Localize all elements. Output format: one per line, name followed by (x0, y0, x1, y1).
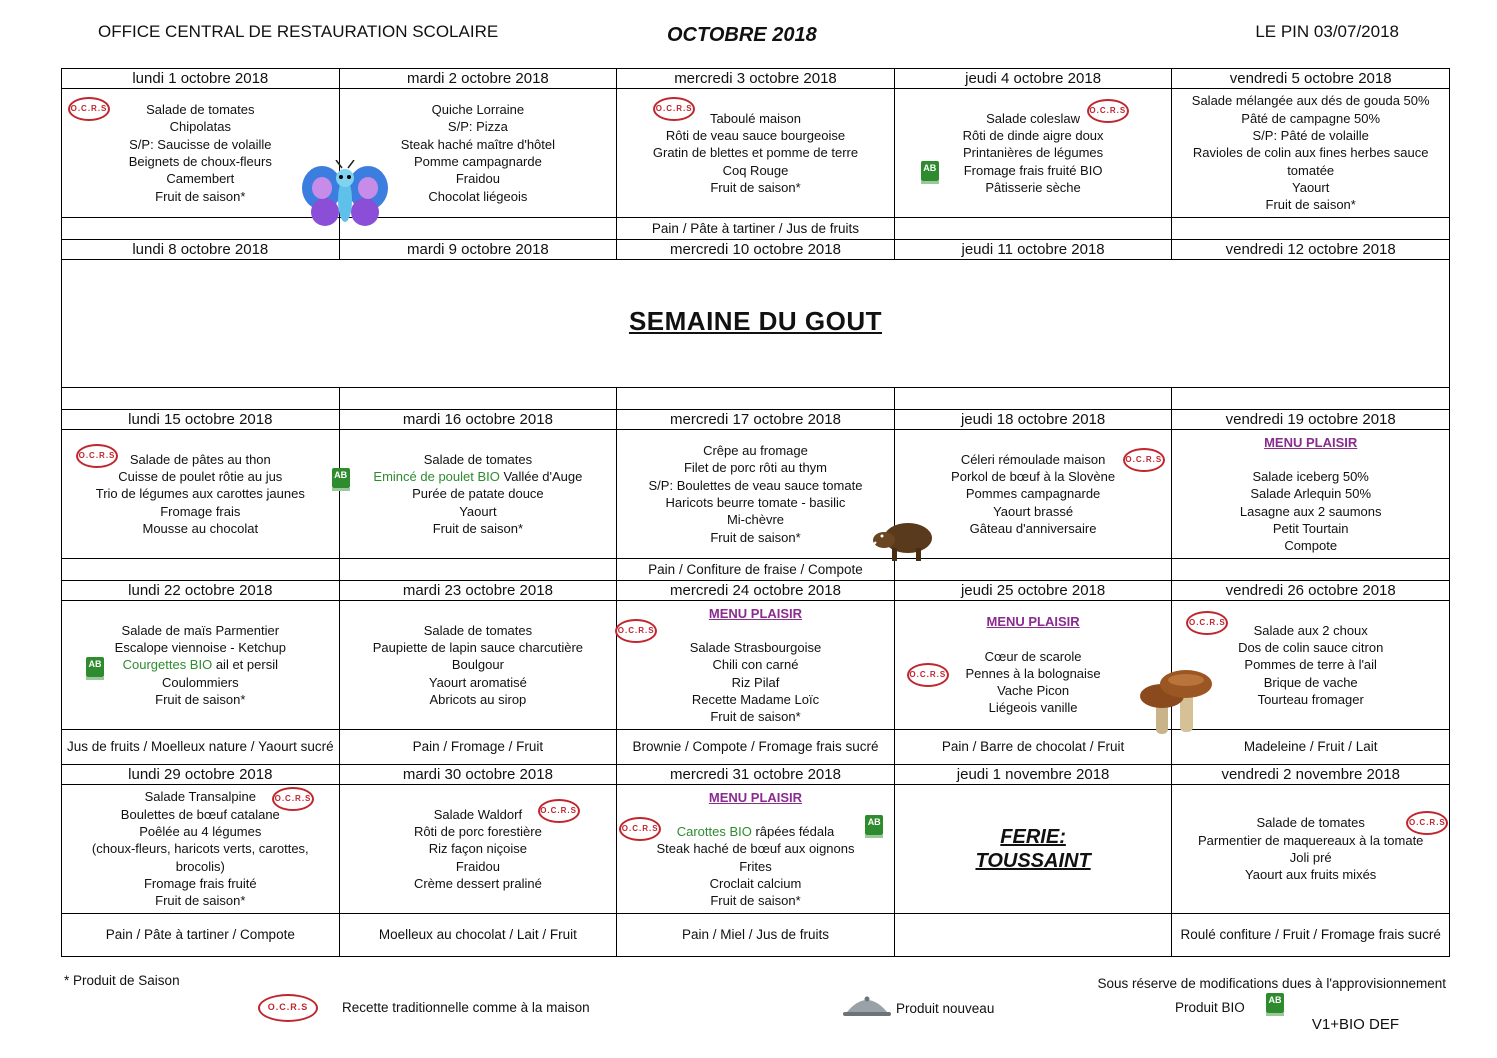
meal-item (621, 823, 890, 840)
meal-cell (62, 430, 340, 559)
snack-cell (339, 388, 617, 410)
meal-item: Salade coleslaw (986, 110, 1081, 126)
meal-cell (617, 601, 895, 730)
meal-item: Beignets de choux-fleurs (128, 154, 272, 169)
footnote-supply-reserve: Sous réserve de modifications dues à l'approvisionnement (1097, 976, 1446, 991)
legend-bio-product: Produit BIO (1175, 1000, 1245, 1015)
meal-item: Porkol de bœuf à la Slovène (951, 469, 1116, 485)
meal-cell (62, 89, 340, 218)
ocrs-stamp-icon: O.C.R.S (68, 97, 110, 121)
meal-item: Abricots au sirop (429, 691, 527, 707)
meal-item: Salade mélangée aux dés de gouda 50% (1191, 93, 1430, 109)
header-location-date: LE PIN 03/07/2018 (1255, 22, 1399, 41)
meal-item: S/P: Pâté de volaille (1252, 128, 1369, 144)
snack-cell (62, 218, 340, 240)
week-days-row (62, 765, 1450, 785)
meal-item: Fromage frais (160, 503, 241, 519)
meal-item: Salade aux 2 choux (1253, 622, 1368, 638)
meal-item: Salade iceberg 50% (1252, 468, 1369, 484)
document-version: V1+BIO DEF (1311, 1016, 1399, 1033)
meal-cell (1172, 430, 1450, 559)
week-snacks-row (62, 559, 1450, 581)
meal-item: Fruit de saison* (155, 691, 246, 707)
meal-cell (334, 430, 617, 559)
meal-item: Steak haché de bœuf aux oignons (656, 841, 855, 857)
snack-cell: Madeleine / Fruit / Lait (1172, 730, 1450, 765)
day-header: vendredi 5 octobre 2018 (1172, 69, 1450, 89)
snack-cell (617, 388, 895, 410)
meal-item: Pomme campagnarde (413, 154, 542, 169)
day-header: jeudi 1 novembre 2018 (894, 765, 1172, 785)
day-header: mardi 16 octobre 2018 (339, 410, 617, 430)
menu-plaisir-label: MENU PLAISIR (708, 789, 803, 805)
meal-item: Taboulé maison (709, 110, 802, 126)
meal-item: Camembert (166, 171, 235, 187)
day-header: lundi 1 octobre 2018 (62, 69, 340, 89)
meal-item: Céleri rémoulade maison (960, 451, 1106, 467)
meal-item (899, 162, 1168, 179)
meal-item: Salade Strasbourgoise (689, 639, 822, 655)
ocrs-stamp-icon: O.C.R.S (538, 799, 580, 823)
meal-item: Crème dessert praliné (413, 875, 542, 891)
meal-item: Yaourt aromatisé (428, 674, 527, 690)
bio-item: Emincé de poulet BIO (373, 469, 500, 485)
day-header: vendredi 26 octobre 2018 (1172, 581, 1450, 601)
meal-item: Chili con carné (712, 657, 799, 673)
meal-item: Crêpe au fromage (703, 443, 808, 459)
meal-item: Boulettes de bœuf catalane (120, 806, 280, 822)
legend-new-product: Produit nouveau (896, 1001, 995, 1016)
meal-item: Lasagne aux 2 saumons (1239, 503, 1382, 519)
special-week-row (62, 260, 1450, 388)
meal-cell (1172, 89, 1450, 218)
meal-item: Ravioles de colin aux fines herbes sauce tomatée (1192, 145, 1429, 178)
meal-item: Compote (1284, 538, 1338, 554)
cloche-icon (843, 994, 891, 1018)
meal-item: Fruit de saison* (710, 529, 801, 545)
meal-item: Salade de tomates (1256, 815, 1365, 831)
snack-cell (1172, 388, 1450, 410)
meal-item: Purée de patate douce (412, 486, 544, 502)
snack-cell (62, 559, 340, 581)
meal-cell (894, 601, 1172, 730)
day-header: mardi 23 octobre 2018 (339, 581, 617, 601)
meal-item: Fromage frais fruité (143, 875, 257, 891)
meal-item: Poêlée au 4 légumes (139, 824, 262, 840)
day-header: lundi 29 octobre 2018 (62, 765, 340, 785)
meal-item: Fraidou (455, 171, 500, 187)
meal-item: Cuisse de poulet rôtie au jus (118, 469, 283, 485)
snack-cell: Pain / Fromage / Fruit (339, 730, 617, 765)
week-snacks-row (62, 730, 1450, 765)
meal-item-rest: râpées fédala (751, 823, 835, 839)
meal-item-rest: Vallée d'Auge (499, 469, 583, 485)
meal-item: Fruit de saison* (710, 709, 801, 725)
meal-item: Gâteau d'anniversaire (969, 520, 1097, 536)
snack-cell (894, 218, 1172, 240)
meal-item-rest: Fromage frais fruité BIO (963, 162, 1103, 178)
meal-item: Rôti de dinde aigre doux (962, 128, 1104, 144)
meal-item (344, 468, 613, 485)
meal-item: Salade Transalpine (144, 789, 256, 805)
meal-item: Fruit de saison* (710, 179, 801, 195)
week-days-row (62, 410, 1450, 430)
meal-item: Salade de tomates (146, 102, 255, 118)
meal-cell (339, 601, 617, 730)
meal-item: Vache Picon (997, 683, 1070, 699)
meal-cell (617, 430, 895, 559)
day-header: mercredi 24 octobre 2018 (617, 581, 895, 601)
meal-cell (894, 785, 1172, 914)
day-header: mercredi 3 octobre 2018 (617, 69, 895, 89)
meal-cell (62, 785, 340, 914)
week-days-row (62, 240, 1450, 260)
meal-item: Escalope viennoise - Ketchup (114, 640, 286, 656)
meal-item: Fruit de saison* (1265, 197, 1356, 213)
meal-item: Haricots beurre tomate - basilic (665, 495, 846, 510)
mushrooms-icon (1136, 658, 1216, 738)
meal-item: Frites (739, 858, 772, 874)
meal-item: Fruit de saison* (155, 893, 246, 909)
snack-cell: Pain / Miel / Jus de fruits (617, 914, 895, 957)
special-week-title: SEMAINE DU GOUT (628, 305, 883, 336)
meal-item: Tourteau fromager (1257, 691, 1364, 707)
meal-item: Rôti de porc forestière (413, 824, 542, 840)
meal-item: Trio de légumes aux carottes jaunes (95, 486, 305, 502)
meal-item: Coq Rouge (722, 162, 789, 178)
meal-item: Parmentier de maquereaux à la tomate (1197, 832, 1424, 848)
holiday-label: FERIE: (1000, 826, 1066, 848)
snack-cell: Jus de fruits / Moelleux nature / Yaourt sucré (62, 730, 340, 765)
week-days-row (62, 69, 1450, 89)
meal-item: Mi-chèvre (726, 512, 785, 528)
meal-item: Pommes campagnarde (965, 486, 1101, 502)
ocrs-stamp-icon: O.C.R.S (653, 97, 695, 121)
header-month: OCTOBRE 2018 (667, 24, 817, 46)
menu-plaisir-label: MENU PLAISIR (1264, 434, 1358, 450)
bio-item: Courgettes BIO (122, 657, 213, 673)
meal-item: Coulommiers (162, 674, 239, 690)
meal-item: Riz Pilaf (731, 674, 780, 690)
day-header: lundi 15 octobre 2018 (62, 410, 340, 430)
meal-item: Salade de maïs Parmentier (121, 622, 280, 638)
meal-item: S/P: Pizza (447, 119, 508, 135)
meal-item: Pâté de campagne 50% (1241, 110, 1381, 126)
day-header: jeudi 25 octobre 2018 (894, 581, 1172, 601)
day-header: mardi 9 octobre 2018 (339, 240, 617, 260)
day-header: jeudi 18 octobre 2018 (894, 410, 1172, 430)
ocrs-stamp-icon: O.C.R.S (907, 663, 949, 687)
ab-bio-icon: AB (1266, 993, 1284, 1013)
meal-item: Mousse au chocolat (142, 520, 259, 536)
snack-cell (1172, 559, 1450, 581)
week-snacks-row (62, 218, 1450, 240)
meal-item: Gratin de blettes et pomme de terre (652, 145, 859, 161)
week-meals-row (62, 601, 1450, 730)
meal-item: Pommes de terre à l'ail (1244, 657, 1377, 673)
meal-item: S/P: Saucisse de volaille (129, 136, 272, 152)
menu-plaisir-label: MENU PLAISIR (708, 605, 803, 621)
meal-item: Pennes à la bolognaise (965, 665, 1101, 681)
meal-item: Brique de vache (1263, 674, 1358, 690)
day-header: vendredi 12 octobre 2018 (1172, 240, 1450, 260)
week-meals-row (62, 430, 1450, 559)
ocrs-stamp-icon: O.C.R.S (1406, 811, 1448, 835)
meal-cell (617, 785, 895, 914)
meal-item: (choux-fleurs, haricots verts, carottes, brocolis) (91, 841, 309, 874)
meal-item: Chipolatas (169, 119, 232, 135)
day-header: lundi 22 octobre 2018 (62, 581, 340, 601)
meal-item: Petit Tourtain (1272, 520, 1349, 536)
meal-item: Salade Waldorf (433, 806, 523, 822)
meal-item: Filet de porc rôti au thym (683, 460, 828, 476)
ocrs-stamp-icon: O.C.R.S (1087, 99, 1129, 123)
meal-item: Rôti de veau sauce bourgeoise (665, 128, 846, 144)
day-header: vendredi 19 octobre 2018 (1172, 410, 1450, 430)
week-meals-row (62, 785, 1450, 914)
meal-item: Cœur de scarole (984, 648, 1082, 664)
meal-item: S/P: Boulettes de veau sauce tomate (648, 477, 863, 493)
holiday-label: TOUSSAINT (975, 850, 1091, 872)
meal-item: Yaourt (1292, 179, 1330, 195)
meal-item: Yaourt brassé (993, 503, 1074, 519)
ocrs-stamp-icon: O.C.R.S (76, 444, 118, 468)
meal-item: Salade de pâtes au thon (129, 451, 271, 467)
day-header: lundi 8 octobre 2018 (62, 240, 340, 260)
ab-bio-icon: AB (86, 657, 104, 677)
meal-item: Fruit de saison* (155, 188, 246, 204)
special-week-cell (62, 260, 1450, 388)
boar-icon (872, 514, 940, 564)
menu-calendar-table (61, 68, 1450, 957)
meal-item: Riz façon niçoise (428, 841, 528, 857)
day-header: mercredi 10 octobre 2018 (617, 240, 895, 260)
meal-item: Yaourt (459, 503, 497, 519)
meal-item: Dos de colin sauce citron (1238, 640, 1384, 656)
snack-cell: Pain / Pâte à tartiner / Compote (62, 914, 340, 957)
bio-item: Carottes BIO (676, 823, 752, 839)
menu-plaisir-label: MENU PLAISIR (986, 614, 1080, 630)
meal-item: Joli pré (1289, 850, 1332, 865)
butterfly-icon (300, 160, 390, 232)
meal-item: Pâtisserie sèche (985, 179, 1081, 195)
ocrs-stamp-icon: O.C.R.S (1186, 611, 1228, 635)
day-header: jeudi 11 octobre 2018 (894, 240, 1172, 260)
day-header: mardi 2 octobre 2018 (339, 69, 617, 89)
week-days-row (62, 581, 1450, 601)
day-header: vendredi 2 novembre 2018 (1172, 765, 1450, 785)
snack-cell (894, 914, 1172, 957)
meal-cell (339, 785, 617, 914)
day-header: jeudi 4 octobre 2018 (894, 69, 1172, 89)
meal-item: Salade de tomates (423, 622, 533, 638)
meal-item: Recette Madame Loïc (691, 691, 820, 707)
ocrs-stamp-icon: O.C.R.S (619, 817, 661, 841)
ab-bio-icon: AB (921, 161, 939, 181)
meal-item-rest: ail et persil (212, 657, 278, 673)
week-snacks-row (62, 914, 1450, 957)
footnote-seasonal: * Produit de Saison (64, 973, 180, 988)
snack-cell (894, 388, 1172, 410)
meal-item: Salade de tomates (423, 451, 533, 467)
meal-item: Chocolat liégeois (428, 188, 528, 204)
meal-item: Paupiette de lapin sauce charcutière (372, 640, 584, 656)
meal-item (66, 656, 335, 673)
snack-cell (62, 388, 340, 410)
ocrs-stamp-icon: O.C.R.S (258, 994, 318, 1022)
meal-item: Printanières de légumes (962, 145, 1104, 161)
legend-traditional-recipe: Recette traditionnelle comme à la maison (342, 1000, 590, 1015)
snack-cell: Pain / Pâte à tartiner / Jus de fruits (617, 218, 895, 240)
meal-item: Fruit de saison* (432, 520, 524, 536)
meal-item: Fraidou (455, 858, 500, 874)
snack-cell (339, 559, 617, 581)
meal-cell (894, 89, 1172, 218)
day-header: mercredi 31 octobre 2018 (617, 765, 895, 785)
snack-cell: Brownie / Compote / Fromage frais sucré (617, 730, 895, 765)
snack-cell (1172, 218, 1450, 240)
meal-item: Liégeois vanille (988, 700, 1078, 716)
meal-item: Croclait calcium (709, 875, 802, 891)
meal-item: Fruit de saison* (710, 893, 801, 909)
ocrs-stamp-icon: O.C.R.S (272, 787, 314, 811)
meal-item: Yaourt aux fruits mixés (1245, 867, 1377, 883)
week-meals-row (62, 89, 1450, 218)
meal-cell (1172, 785, 1450, 914)
meal-cell (617, 89, 895, 218)
meal-item: Boulgour (451, 657, 504, 673)
week-snacks-row (62, 388, 1450, 410)
meal-cell (62, 601, 340, 730)
meal-item: Salade Arlequin 50% (1250, 486, 1372, 502)
day-header: mercredi 17 octobre 2018 (617, 410, 895, 430)
ab-bio-icon: AB (332, 468, 350, 488)
snack-cell: Roulé confiture / Fruit / Fromage frais sucré (1172, 914, 1450, 957)
meal-item: Steak haché maître d'hôtel (400, 136, 556, 152)
ocrs-stamp-icon: O.C.R.S (615, 619, 657, 643)
day-header: mardi 30 octobre 2018 (339, 765, 617, 785)
snack-cell: Pain / Barre de chocolat / Fruit (894, 730, 1172, 765)
header-organization: OFFICE CENTRAL DE RESTAURATION SCOLAIRE (98, 22, 499, 41)
snack-cell: Pain / Confiture de fraise / Compote (617, 559, 895, 581)
ocrs-stamp-icon: O.C.R.S (1123, 448, 1165, 472)
meal-item: Quiche Lorraine (431, 102, 525, 118)
snack-cell: Moelleux au chocolat / Lait / Fruit (339, 914, 617, 957)
ab-bio-icon: AB (865, 815, 883, 835)
